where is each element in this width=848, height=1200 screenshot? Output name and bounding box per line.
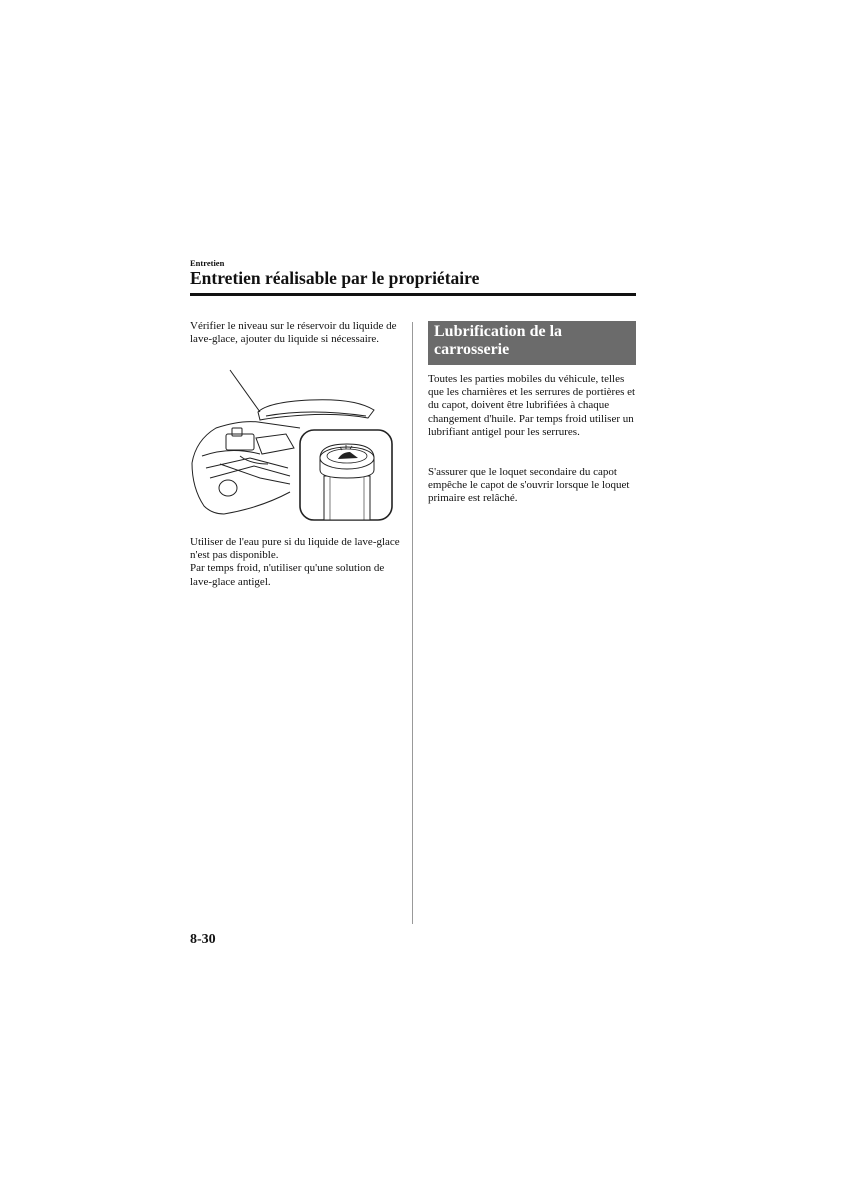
- engine-bay-line-3: [220, 464, 290, 484]
- engine-bay-line-2: [210, 466, 290, 478]
- washer-fluid-check-paragraph: Vérifier le niveau sur le réservoir du liquide de lave-glace, ajouter du liquide si nécessaire.: [190, 320, 397, 346]
- open-hood: [258, 400, 374, 420]
- section-label: Entretien: [190, 258, 225, 268]
- column-divider: [412, 322, 413, 924]
- water-substitute-text: [190, 536, 402, 589]
- page-title: Entretien réalisable par le propriétaire: [190, 268, 480, 288]
- car-lower-outline: [224, 492, 290, 514]
- washer-fluid-reservoir-illustration: [190, 368, 402, 528]
- engine-bay-edge: [202, 450, 260, 456]
- lubrication-text: [428, 373, 638, 439]
- reservoir-neck: [324, 476, 370, 520]
- hose: [240, 456, 268, 464]
- hood-latch-paragraph: S'assurer que le loquet secondaire du capot empêche le capot de s'ouvrir lorsque le loquet primaire est relâché.: [428, 466, 630, 505]
- engine-cover: [256, 434, 294, 454]
- engine-bay-line-1: [206, 458, 288, 468]
- lubrication-paragraph: Toutes les parties mobiles du véhicule, telles que les charnières et les serrures de portières et du capot, doivent être lubrifiées à chaque changement d'huile. Par temps froid utiliser un lubrifiant antigel pour les serrures.: [428, 373, 636, 438]
- hood-latch-text: [428, 466, 638, 506]
- headlight: [219, 480, 237, 496]
- washer-fluid-check-text: [190, 320, 402, 346]
- washer-reservoir-cap: [232, 428, 242, 436]
- car-front-outline: [192, 422, 300, 463]
- page-number: 8-30: [190, 932, 216, 947]
- lubrication-section-heading: Lubrification de la carrosserie: [428, 321, 636, 365]
- water-substitute-paragraph: Utiliser de l'eau pure si du liquide de lave-glace n'est pas disponible.: [190, 536, 400, 562]
- cold-weather-paragraph: Par temps froid, n'utiliser qu'une solution de lave-glace antigel.: [190, 562, 385, 588]
- title-rule: [190, 293, 636, 296]
- callout-leader-line: [230, 370, 260, 412]
